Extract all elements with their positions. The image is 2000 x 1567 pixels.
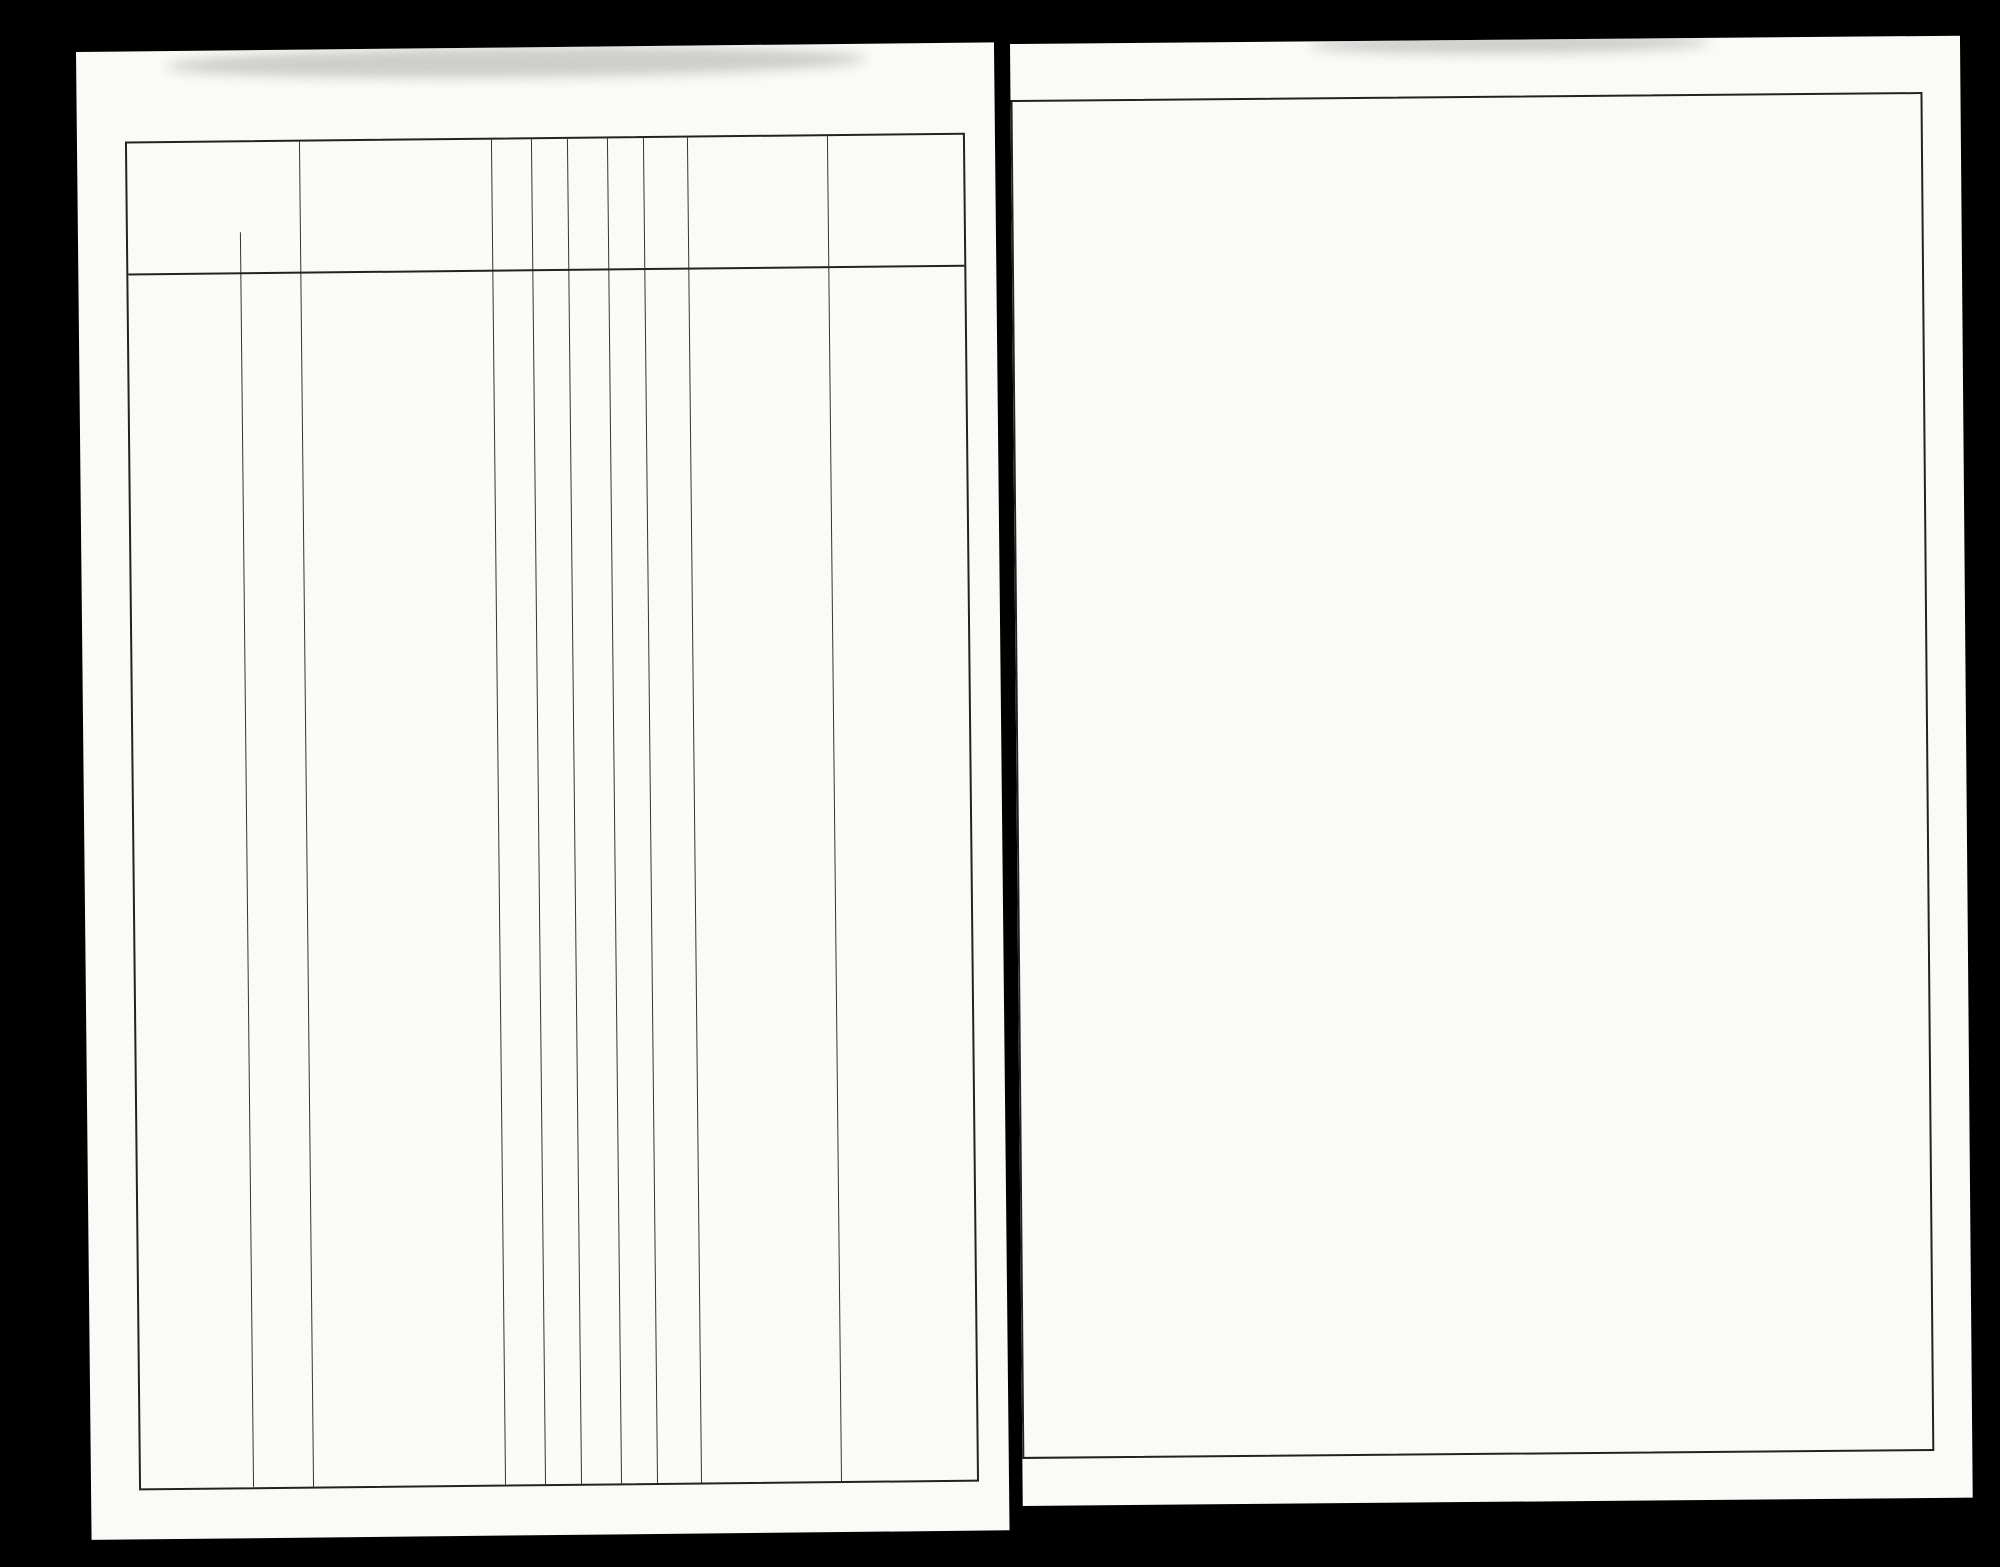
- header-mortuus: [128, 255, 184, 256]
- column-rule: [687, 138, 702, 1483]
- column-rule: [827, 136, 842, 1481]
- header-religio: [491, 141, 567, 142]
- header-nrus-domus: [239, 182, 299, 183]
- left-register-page: [76, 42, 1010, 1540]
- column-rule: [240, 232, 254, 1487]
- column-rule: [531, 139, 546, 1484]
- right-register-table: [1010, 92, 1934, 1459]
- column-rule: [607, 138, 622, 1483]
- column-rule: [643, 138, 658, 1483]
- left-register-table: [125, 133, 979, 1491]
- column-rule: [491, 140, 506, 1485]
- header-mensis: [132, 222, 240, 223]
- header-sepultus: [184, 254, 240, 255]
- header-morbus: [687, 156, 827, 157]
- header-year: [131, 186, 239, 187]
- right-register-page: [1010, 36, 1973, 1506]
- header-sexus: [567, 140, 643, 141]
- header-dies-mortis: [131, 156, 239, 157]
- header-rule: [128, 265, 964, 276]
- header-nomen-mortui: [299, 186, 491, 188]
- column-rule: [567, 139, 582, 1484]
- column-rule: [299, 142, 314, 1487]
